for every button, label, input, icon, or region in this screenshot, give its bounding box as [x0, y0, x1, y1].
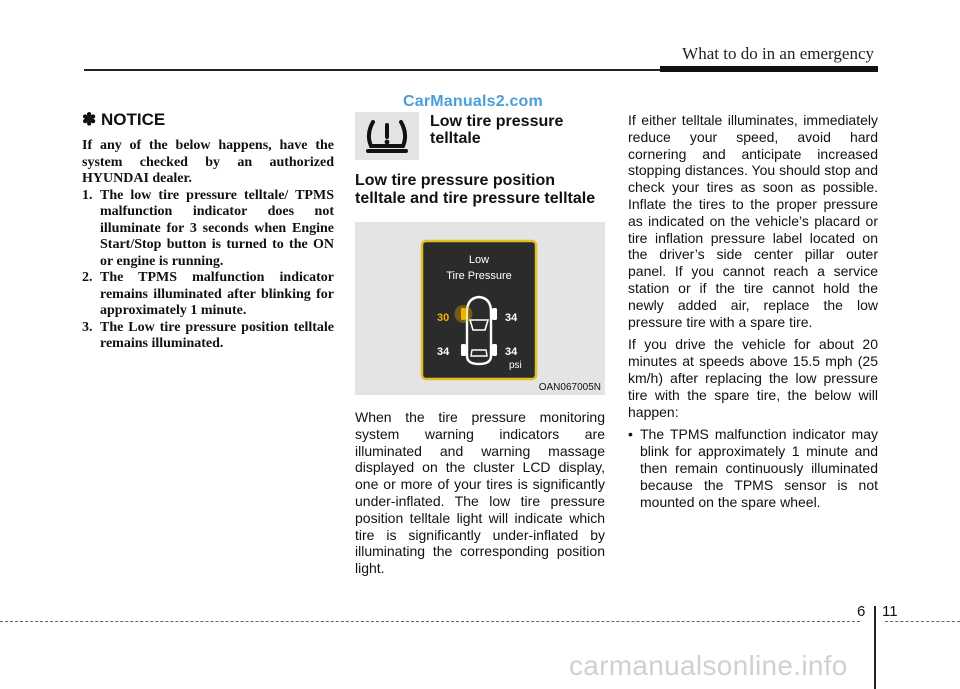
page-number: 11 [882, 603, 898, 620]
telltale-description: When the tire pressure monitoring system warning indicators are illuminated and warning massage displayed on the cluster LCD display, one or more of your tires is significantly under-inflated. The low tire pressure position telltale light will indicate which tire is significantly under-inflated by illuminating the corresponding position light. [355, 409, 605, 577]
chapter-number: 6 [857, 603, 866, 620]
notice-item-number: 1. [82, 187, 93, 203]
lcd-title-line2: Tire Pressure [446, 270, 512, 282]
instructions-paragraph-1: If either telltale illuminates, immediately reduce your speed, avoid hard cornering and anticipate increased stopping distances. You should stop and check your tires as soon as possible. Inflate the tires to the proper pressure as indicated on the vehicle’s placard or tire inflation pressure label located on the driver’s side center pillar outer panel. If you cannot reach a service station or if the tire cannot hold the newly added air, replace the low pressure tire with a spare tire. [628, 112, 878, 330]
instructions-paragraph-2: If you drive the vehicle for about 20 minutes at speeds above 15.5 mph (25 km/h) after replacing the low pressure tire with the spare tire, the below will happen: [628, 336, 878, 420]
telltale-section [355, 112, 605, 577]
notice-item-text: The low tire pressure telltale/ TPMS malfunction indicator does not illuminate for 3 seconds when Engine Start/Stop button is turned to the ON or engine is running. [100, 187, 334, 269]
notice-star-icon: ✽ [82, 110, 97, 129]
figure-code: OAN067005N [538, 382, 601, 393]
bullet-text: The TPMS malfunction indicator may blink for approximately 1 minute and then remain continuously illuminated because the TPMS sensor is not mounted on the spare wheel. [640, 426, 878, 510]
rear-right-pressure: 34 [505, 346, 518, 358]
pressure-unit: psi [509, 360, 522, 371]
notice-item-number: 3. [82, 319, 93, 335]
notice-item [82, 320, 334, 353]
telltale-row [355, 112, 605, 162]
front-right-pressure: 34 [505, 312, 518, 324]
notice-item-number: 2. [82, 270, 93, 285]
lcd-title-line1: Low [468, 254, 490, 266]
notice-item-text: The Low tire pressure position telltale remains illuminated. [100, 319, 334, 351]
telltale-label: Low tire pressure telltale [430, 113, 564, 147]
page-number-divider [874, 606, 876, 689]
rear-left-pressure: 34 [437, 346, 450, 358]
notice-intro: If any of the below happens, have the system checked by an authorized HYUNDAI dealer. [82, 138, 334, 186]
notice-item [82, 188, 334, 271]
notice-list [82, 188, 334, 353]
instructions-column [628, 112, 878, 510]
cluster-lcd-display [355, 222, 605, 395]
list-item [628, 426, 878, 510]
notice-item [82, 270, 334, 320]
footer-rule [0, 621, 860, 622]
low-tire-pressure-icon [355, 112, 419, 160]
header-rule-accent [660, 66, 878, 72]
watermark-bottom: carmanualsonline.info [569, 650, 848, 681]
notice-item-text: The TPMS malfunction indicator remains illuminated after blinking for approximately 1 minute. [100, 270, 334, 318]
front-left-pressure: 30 [437, 312, 450, 324]
notice-box [82, 110, 334, 353]
section-heading: Low tire pressure position telltale and tire pressure telltale [355, 172, 596, 207]
notice-heading-text: NOTICE [100, 110, 166, 129]
notice-heading [82, 110, 334, 130]
page-header-title: What to do in an emergency [682, 44, 874, 63]
tire-pressure-figure [355, 222, 605, 395]
bullet-icon: • [628, 426, 633, 443]
footer-rule-right [885, 621, 960, 622]
watermark-top: CarManuals2.com [403, 93, 543, 110]
